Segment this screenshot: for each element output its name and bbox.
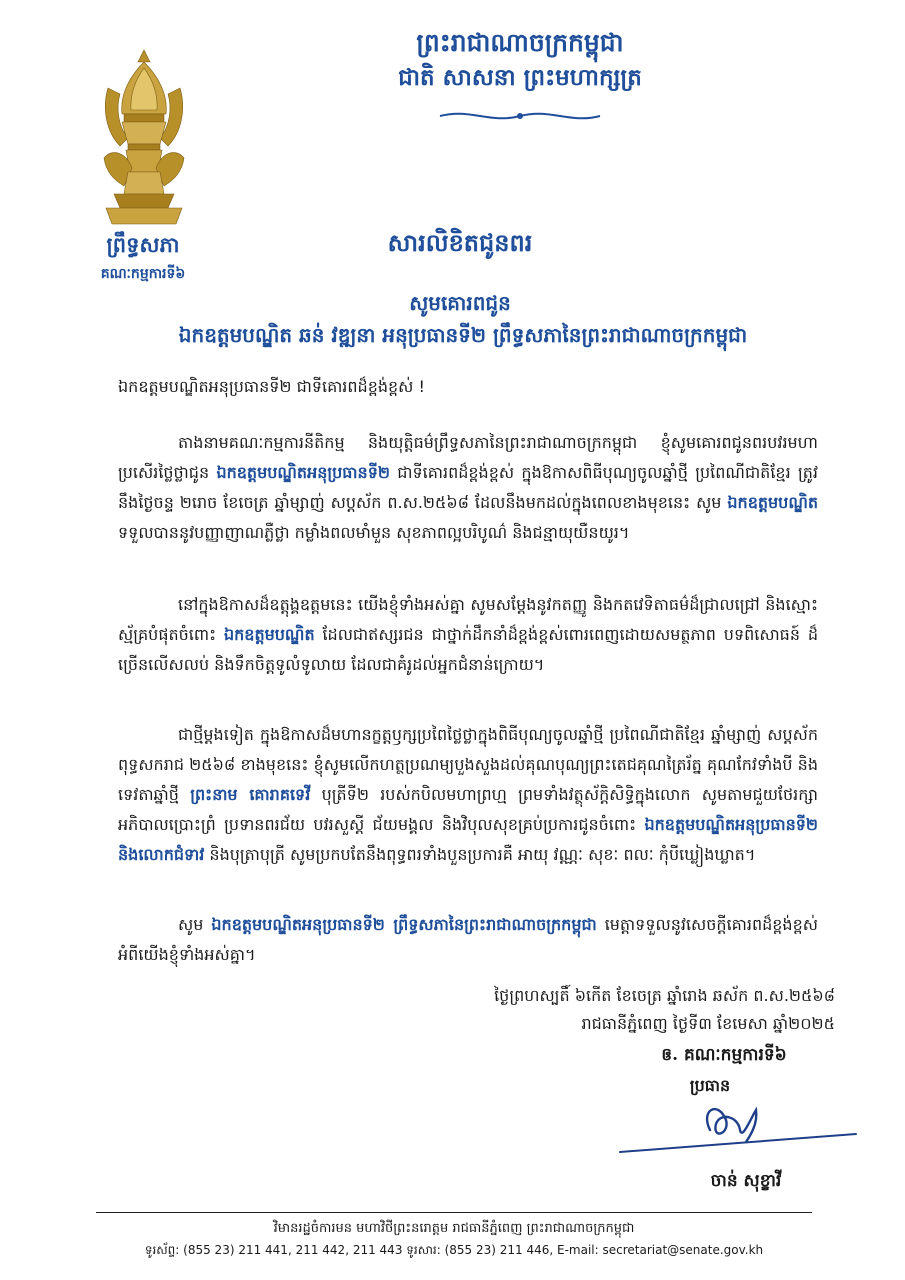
paragraph-2: នៅក្នុងឱកាសដ៏ឧត្តុង្គឧត្តមនេះ យើងខ្ញុំទាំងអស់គ្នា សូមសម្តែងនូវកតញ្ញូ និងកតវេទិតាធម៌ដ៏ជ្រាលជ្រៅ និងស្មោះស្ម័គ្របំផុតចំពោះ ឯកឧត្តមបណ្ឌិត ដែលជាឥស្សរជន ជាថ្នាក់ដឹកនាំដ៏ខ្ពង់ខ្ពស់ពោរពេញដោយសមត្ថភាព បទពិសោធន៍ ដ៏ច្រើនលើសលប់ និងទឹកចិត្តទូលំទូលាយ ដែលជាគំរូដល់អ្នកជំនាន់ក្រោយ។ bbox=[118, 595, 818, 674]
document-title: សារលិខិតជូនពរ bbox=[387, 228, 533, 257]
chair-label: ប្រធាន bbox=[689, 1076, 731, 1095]
paragraph-3: ជាថ្មីម្តងទៀត ក្នុងឱកាសដ៏មហានក្ខត្តឫក្សប្រពៃថ្លៃថ្លាក្នុងពិធីបុណ្យចូលឆ្នាំថ្មី ប្រពៃណីជាតិខ្មែរ ឆ្នាំម្សាញ់ សប្តស័ក ពុទ្ធសករាជ ២៥៦៨ ខាងមុខនេះ ខ្ញុំសូមលើកហត្ថប្រណម្យបួងសួងដល់គុណបុណ្យព្រះតេជគុណត្រៃរ័ត្ន គុណកែវទាំងបី និងទេវតាឆ្នាំថ្មី ព្រះនាម គោរាគទេវី បុត្រីទី២ របស់កបិលមហាព្រហ្ម ព្រមទាំងវត្ថុស័ក្តិសិទ្ធិក្នុងលោក សូមតាមជួយថែរក្សាអភិបាលប្រោះព្រំ ប្រទានពរជ័យ បវរសួស្តី ជ័យមង្គល និងវិបុលសុខគ្រប់ប្រការជូនចំពោះ ឯកឧត្តមបណ្ឌិតអនុប្រធានទី២ និងលោកជំទាវ និងបុត្រាបុត្រី សូមប្រកបតែនឹងពុទ្ធពរទាំងបួនប្រការគឺ អាយុ វណ្ណៈ សុខៈ ពលៈ កុំបីឃ្លៀងឃ្លាត។ bbox=[118, 725, 819, 864]
paragraph-4: សូម ឯកឧត្តមបណ្ឌិតអនុប្រធានទី២ ព្រឹទ្ធសភានៃព្រះរាជាណាចក្រកម្ពុជា មេត្តាទទួលនូវសេចក្តីគោរពដ៏ខ្ពង់ខ្ពស់អំពីយើងខ្ញុំទាំងអស់គ្នា។ bbox=[118, 915, 818, 964]
footer-address: វិមានរដ្ឋចំការមន មហាវិថីព្រះនរោត្តម រាជធានីភ្នំពេញ ព្រះរាជាណាចក្រកម្ពុជា bbox=[273, 1221, 635, 1236]
footer-contact: ទូរស័ព្ទ: (855 23) 211 441, 211 442, 211 443 ទូរសារ: (855 23) 211 446, E-mail: secretariat@senate.gov.kh bbox=[144, 1243, 764, 1257]
footer-divider bbox=[96, 1212, 812, 1213]
respect-line: សូមគោរពជូន bbox=[409, 291, 511, 315]
institution-name: ព្រឹទ្ធសភា bbox=[106, 232, 180, 257]
solar-date: រាជធានីភ្នំពេញ ថ្ងៃទី៣ ខែមេសា ឆ្នាំ២០២៥ bbox=[581, 1014, 835, 1033]
signer-name: ចាន់ សុខ្ខាវី bbox=[710, 1171, 782, 1191]
handwritten-signature-icon bbox=[600, 1090, 860, 1160]
ornament-divider-icon bbox=[430, 106, 610, 126]
paragraph-1: តាងនាមគណៈកម្មការនីតិកម្ម និងយុត្តិធម៌ព្រឹទ្ធសភានៃព្រះរាជាណាចក្រកម្ពុជា ខ្ញុំសូមគោរពជូនពរបវរមហាប្រសើរថ្លៃថ្លាជូន ឯកឧត្តមបណ្ឌិតអនុប្រធានទី២ ជាទីគោរពដ៏ខ្ពង់ខ្ពស់ ក្នុងឱកាសពិធីបុណ្យចូលឆ្នាំថ្មី ប្រពៃណីជាតិខ្មែរ ត្រូវនឹងថ្ងៃចន្ទ ២រោច ខែចេត្រ ឆ្នាំម្សាញ់ សប្តស័ក ព.ស.២៥៦៨ ដែលនឹងមកដល់ក្នុងពេលខាងមុខនេះ សូម ឯកឧត្តមបណ្ឌិត ទទួលបាននូវបញ្ញាញាណភ្លឺថ្លា កម្លាំងពលមាំមួន សុខភាពល្អបរិបូណ៌ និងជន្មាយុយឺនយូរ។ bbox=[118, 433, 818, 542]
salutation: ឯកឧត្តមបណ្ឌិតអនុប្រធានទី២ ជាទីគោរពដ៏ខ្ពង់ខ្ពស់ ! bbox=[118, 377, 425, 396]
lunar-date: ថ្ងៃព្រហស្បតិ៍ ៦កើត ខែចេត្រ ឆ្នាំរោង ឆស័ក ព.ស.២៥៦៨ bbox=[494, 986, 835, 1005]
signer-line: ឲ. គណៈកម្មការទី៦ bbox=[661, 1045, 787, 1065]
national-motto: ជាតិ សាសនា ព្រះមហាក្សត្រ bbox=[398, 64, 642, 91]
kingdom-heading: ព្រះរាជាណាចក្រកម្ពុជា bbox=[416, 28, 624, 57]
senate-emblem-icon bbox=[98, 48, 190, 230]
recipient-line: ឯកឧត្តមបណ្ឌិត ឆន់ វឌ្ឍនា អនុប្រធានទី២ ព្រឹទ្ធសភានៃព្រះរាជាណាចក្រកម្ពុជា bbox=[178, 323, 748, 347]
committee-name: គណៈកម្មការទី៦ bbox=[100, 266, 186, 282]
